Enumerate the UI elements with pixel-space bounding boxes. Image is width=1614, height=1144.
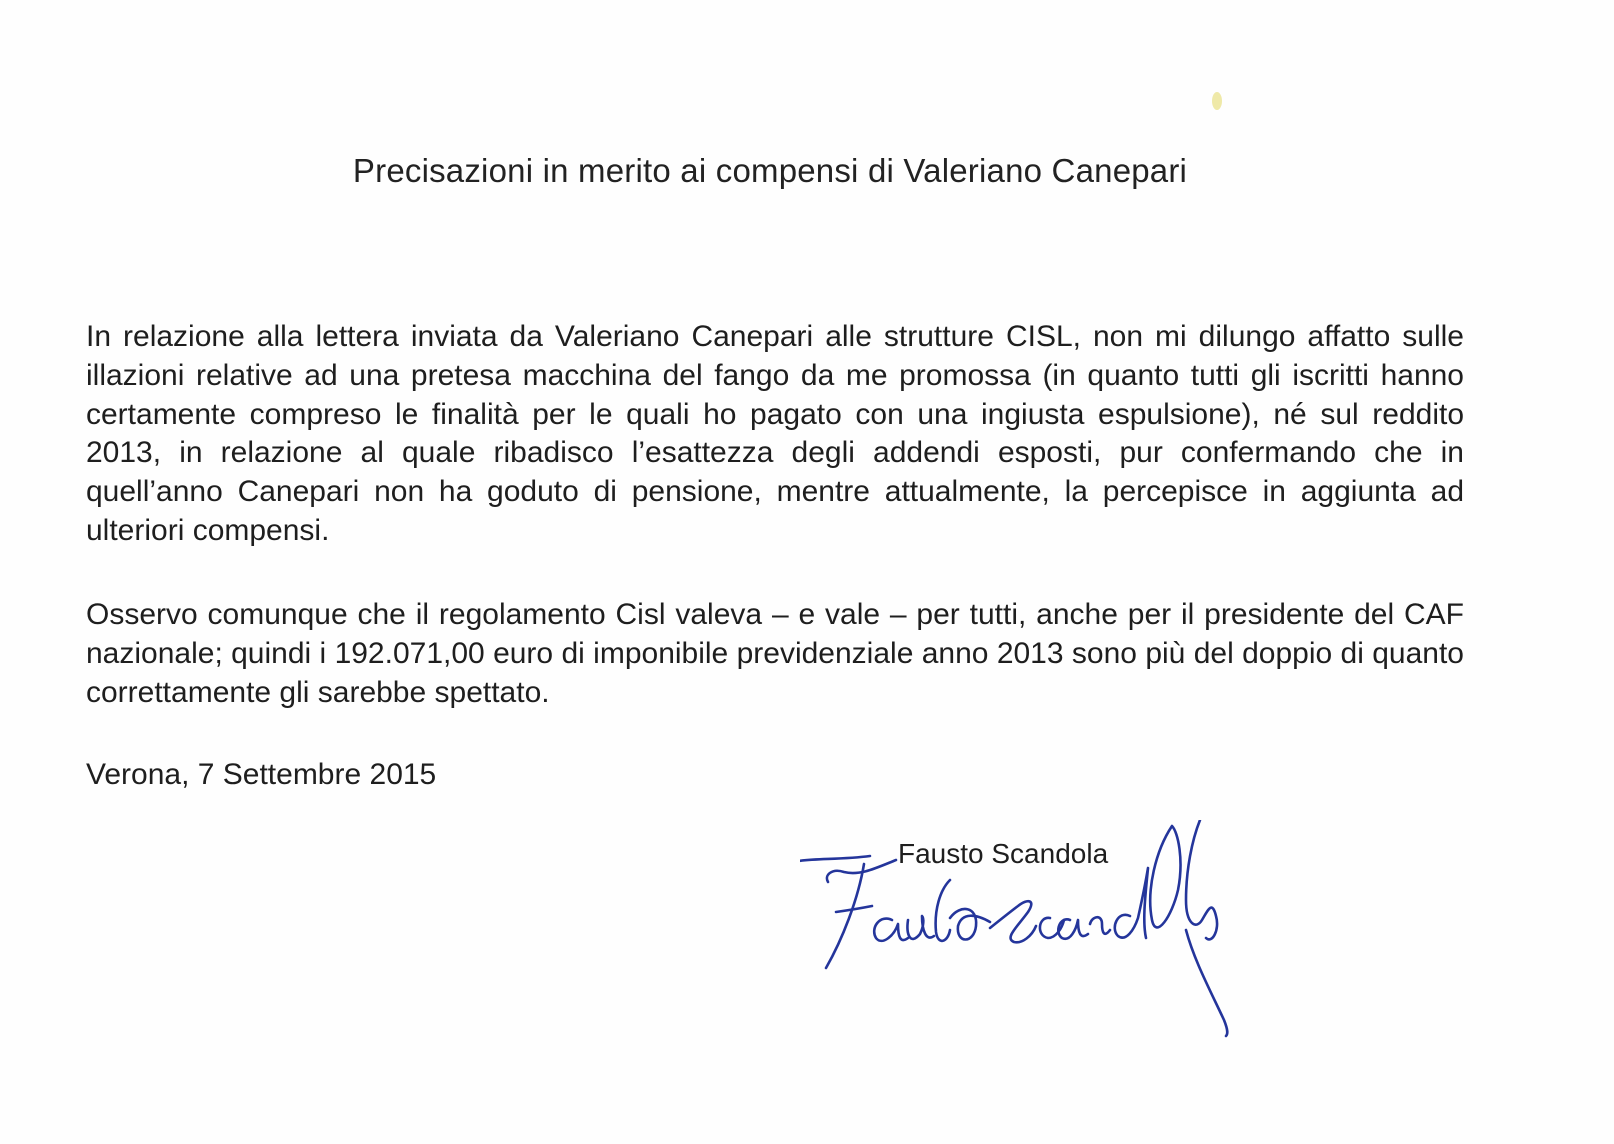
paragraph-2: Osservo comunque che il regolamento Cisl valeva – e vale – per tutti, anche per il presidente del CAF nazionale; quindi i 192.071,00 euro di imponibile previdenziale anno 2013 sono più del doppio di quanto correttamente gli sarebbe spettato. (86, 598, 1464, 709)
paragraph-1: In relazione alla lettera inviata da Valeriano Canepari alle strutture CISL, non mi dilungo affatto sulle illazioni relative ad una pretesa macchina del fango da me promossa (in quanto tutti gli iscritti hanno certamente compreso le finalità per le quali ho pagato con una ingiusta espulsione), né sul reddito 2013, in relazione al quale ribadisco l’esattezza degli addendi esposti, pur confermando che in quell’anno Canepari non ha goduto di pensione, mentre attualmente, la percepisce in aggiunta ad ulteriori compensi. (86, 320, 1464, 547)
paper-speck (1212, 92, 1222, 110)
signer-name: Fausto Scandola (898, 838, 1109, 869)
place-date: Verona, 7 Settembre 2015 (86, 758, 437, 791)
document-title: Precisazioni in merito ai compensi di Valeriano Canepari (352, 152, 1188, 189)
handwritten-signature (800, 820, 1260, 1050)
